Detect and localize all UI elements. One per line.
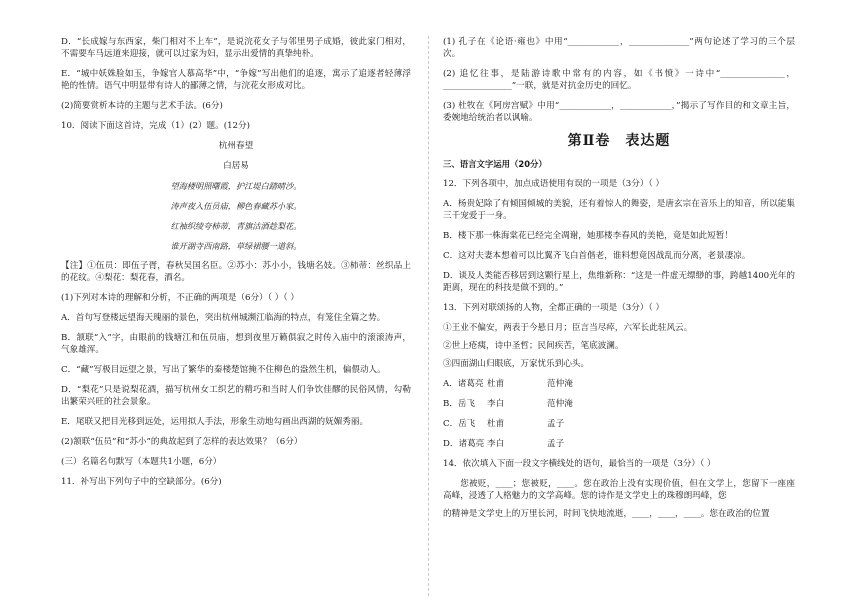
option-person: 范仲淹 [547,379,573,389]
option-e-text: E．“城中妖姝脸如玉，争嫁官人慕高华”中，“争嫁”写出他们的追逐，寓示了追逐者轻薄浮艳的性情。语气中明显带有诗人的鄙薄之情，与浣花女形成对比。 [61,69,411,91]
question-9-2: (2)简要赏析本诗的主题与艺术手法。(6分) [61,101,223,111]
question-13-option-row [443,378,795,390]
option-person: 孟子 [547,439,565,449]
fill-blank-3: (3) 杜牧在《阿房宫赋》中用“____________，____________，”揭示了写作目的和文章主旨，委婉地给统治者以讽喻。 [443,101,795,123]
option-b: B．颔联“入”字，由眼前的钱塘江和伍员庙，想到夜里万籁俱寂之时传入庙中的滚滚涛声，气象雄浑。 [61,333,411,355]
question-12-option-b: B．楼下那一株海棠花已经完全凋谢，她那楼李春风的美艳，竟是如此短暂！ [443,231,733,241]
option-label: A．诸葛亮 [443,379,484,389]
poem-line: 红袖织绫夸柿蒂，青旗沽酒趁梨花。 [170,221,302,231]
option-person: 李白 [487,399,505,409]
poem-line: 涛声夜入伍员庙，柳色春藏苏小家。 [170,201,302,211]
question-12-option-a: A．杨贵妃除了有倾国倾城的美貌，还有着惊人的舞姿，是唐玄宗在音乐上的知音，所以能集三千宠爱于一身。 [443,199,795,221]
fill-blank-2: (2) 追忆往事，是陆游诗歌中常有的内容，如《书愤》一诗中“_______________，________________”一联，就是对抗金历史的回忆。 [443,69,795,91]
section-3-heading: (三）名篇名句默写（本题共1小题，6分） [61,457,222,467]
fill-blank-1: (1) 孔子在《论语·雍也》中用“____________，______________”两句论述了学习的三个层次。 [443,37,795,59]
option-d-text: D．“长成嫁与东西家，柴门相对不上车”，是说浣花女子与邻里男子成婚，彼此家门相对，不需要车马远道来迎接，就可以过家为妇，显示出爱情的真挚纯朴。 [61,37,411,59]
section-title: 第Ⅱ卷 表达题 [567,133,671,149]
question-14-passage-cont: 的精神是文学史上的万里长河，时间飞快地流逝，____，____，____。您在政治的位置 [443,509,770,519]
option-person: 李白 [487,439,505,449]
option-person: 杜甫 [487,419,505,429]
question-11: 11．补写出下列句子中的空缺部分。(6分) [61,477,222,487]
couplet-1: ①王业不偏安，两表于今悬日月；臣言当尽瘁，六军长此驻风云。 [443,323,693,333]
poem-line: 谁开湖寺西南路，草绿裙腰一道斜。 [170,241,302,251]
question-13-option-row [443,418,795,430]
section-heading: 三、语言文字运用（20分） [443,159,547,169]
question-14-passage: 您被贬，____；您被贬，____。您在政治上没有实现价值，但在文学上，您留下一座座高峰，浸透了人格魅力的文学高峰。您的诗作是文学史上的珠穆朗玛峰，您 [443,479,795,501]
option-e: E．尾联又把目光移到远处，运用拟人手法，形象生动地勾画出西湖的妩媚秀丽。 [61,417,369,427]
question-13-option-row [443,398,795,410]
option-person: 范仲淹 [547,399,573,409]
question-12-option-d: D．谈及人类能否移居到这颗行星上，焦维新称：“这是一件虚无缥缈的事，跨越1400光年的距离，现在的科技是做不到的。” [443,271,795,293]
question-13: 13．下列对联颂扬的人物，全都正确的一项是（3分）（ ） [443,303,665,313]
question-14: 14．依次填入下面一段文字横线处的语句，最恰当的一项是（3分）（ ） [443,459,716,469]
question-13-option-row [443,438,795,450]
option-a: A．首句写登楼远望海天瑰丽的景色，突出杭州城濒江临海的特点，有笼住全篇之势。 [61,313,386,323]
option-person: 孟子 [547,419,565,429]
option-label: C．岳飞 [443,419,476,429]
question-10-heading: 10．阅读下面这首诗，完成（1）(2）题。(12分) [61,121,250,131]
poem-author: 白居易 [223,161,249,171]
option-label: D．诸葛亮 [443,439,485,449]
poem-title: 杭州春望 [218,141,254,151]
option-d: D．“梨花”只是说梨花酒，描写杭州女工织艺的精巧和当时人们争饮佳醪的民俗风情，勾勒出繁荣兴旺的社会景象。 [61,385,411,407]
couplet-2: ②世上疮痍，诗中圣哲；民间疾苦，笔底波澜。 [443,341,624,351]
right-column [443,36,795,526]
couplet-3: ③四面湖山归眼底，万家忧乐到心头。 [443,359,590,369]
option-person: 杜甫 [487,379,505,389]
question-12: 12．下列各项中，加点成语使用有误的一项是（3分）（ ） [443,179,665,189]
left-column [61,36,411,496]
poem-note: 【注】①伍员：即伍子胥，春秋吴国名臣。②苏小：苏小小，钱塘名妓。③柿蒂：丝织品上的花纹。④梨花：梨花春，酒名。 [61,261,411,283]
question-12-option-c: C．这对夫妻本想着可以比翼齐飞白首偕老，谁料想竟因战乱而分离，老景凄凉。 [443,251,751,261]
question-10-1: (1)下列对本诗的理解和分析，不正确的两项是（6分）（ ）（ ） [61,293,299,303]
option-label: B．岳飞 [443,399,476,409]
option-c: C．“藏”写极目远望之景，写出了繁华的秦楼楚馆掩不住柳色的盎然生机，偏偎动人。 [61,365,386,375]
poem-line: 望海楼明照曙霞，护江堤白踏晴沙。 [170,181,302,191]
column-divider [428,36,429,596]
question-10-2: (2)颔联“伍员”和“苏小”的典故起到了怎样的表达效果？（6分） [61,437,303,447]
